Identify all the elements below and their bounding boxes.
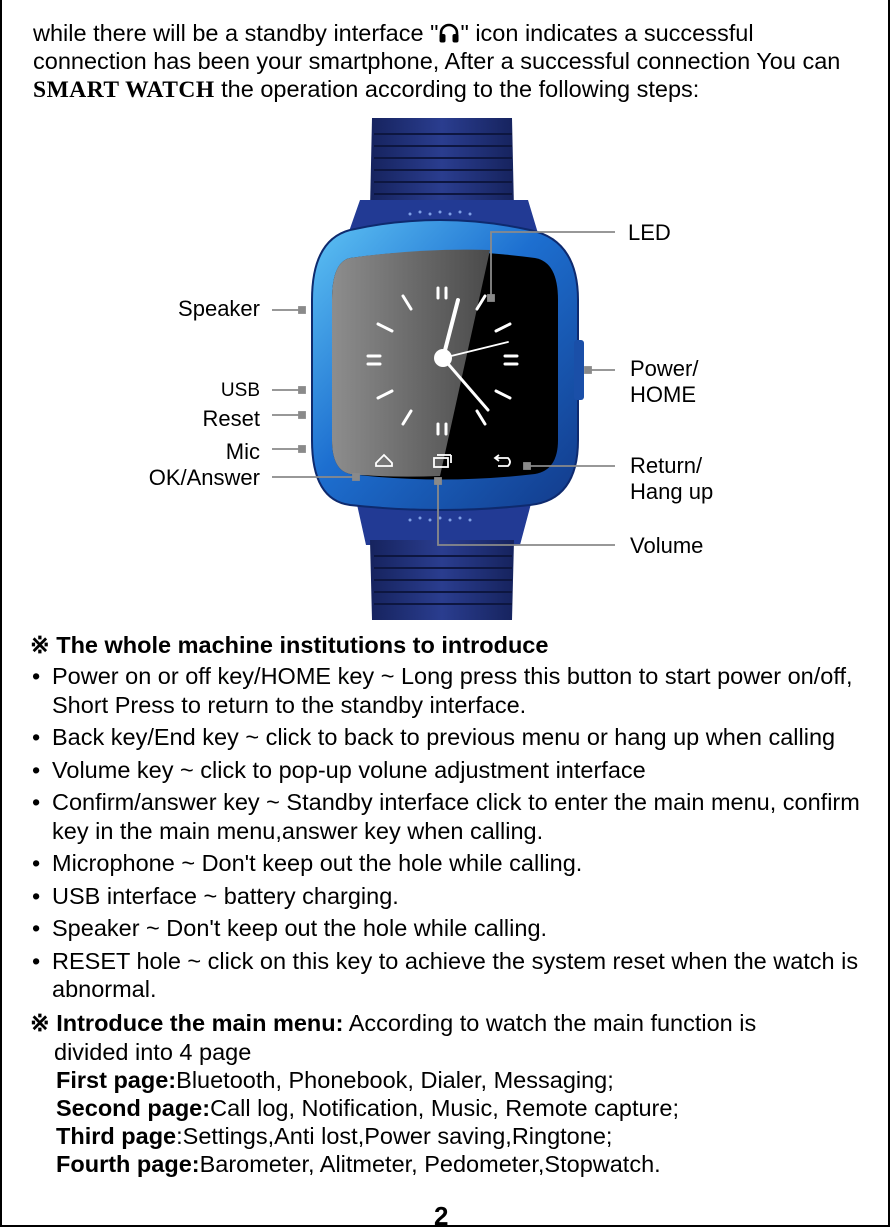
callout-power-line1: Power/	[630, 356, 699, 381]
feature-list	[30, 662, 875, 1004]
list-item-text: Back key/End key ~ click to back to previous menu or hang up when calling	[52, 724, 836, 750]
bullet-symbol: •	[32, 724, 41, 750]
callout-power-home	[630, 356, 698, 408]
watch-diagram	[0, 110, 890, 630]
main-menu-section	[30, 1008, 875, 1178]
bullet-symbol: •	[32, 915, 41, 941]
callout-usb: USB	[220, 380, 260, 401]
page-label: Third page	[56, 1122, 177, 1149]
callout-reset: Reset	[202, 406, 260, 431]
list-item	[30, 947, 875, 1004]
bullet-symbol: •	[32, 882, 41, 909]
bullet-symbol: •	[32, 850, 41, 876]
main-menu-lead: According to watch the main function is	[343, 1009, 757, 1036]
brand-name: SMART WATCH	[33, 77, 215, 103]
list-item	[30, 723, 875, 752]
list-item-text: Confirm/answer key ~ Standby interface click to enter the main menu, confirm key in the main menu,answer key when calling.	[52, 789, 860, 844]
callout-mic: Mic	[225, 439, 260, 464]
callout-led: LED	[628, 220, 671, 245]
page-label: Second page:	[56, 1094, 211, 1121]
main-menu-sub: divided into 4 page	[54, 1038, 252, 1065]
list-item	[30, 662, 875, 719]
list-item	[30, 882, 875, 911]
page-label: First page:	[56, 1066, 177, 1093]
list-item-text: Volume key ~ click to pop-up volune adjustment interface	[52, 756, 646, 783]
bullet-symbol: •	[32, 789, 41, 815]
list-item-text: Microphone ~ Don't keep out the hole while calling.	[52, 850, 583, 876]
intro-text-end: the operation according to the following steps:	[214, 76, 700, 102]
page-item	[56, 1150, 875, 1178]
list-item	[30, 914, 875, 943]
page-list	[30, 1066, 875, 1178]
page-item	[56, 1122, 875, 1150]
callout-return-line2: Hang up	[630, 479, 714, 504]
page-items: Bluetooth, Phonebook, Dialer, Messaging;	[176, 1066, 614, 1093]
page-item	[56, 1094, 875, 1122]
callout-return-line1: Return/	[630, 453, 703, 478]
watch-screen	[332, 250, 558, 480]
intro-paragraph	[33, 19, 873, 104]
intro-text-start: while there will be a standby interface "	[33, 20, 439, 46]
list-item-text: Speaker ~ Don't keep out the hole while calling.	[52, 915, 548, 941]
introduction-section	[30, 630, 875, 1178]
callout-ok-answer: OK/Answer	[148, 465, 260, 490]
page-items: Call log, Notification, Music, Remote capture;	[210, 1094, 679, 1121]
callout-speaker: Speaker	[178, 296, 260, 321]
intro-text-middle: " icon indicates a successful connection has been your smartphone, After a successful connection You can	[33, 20, 841, 74]
callout-volume: Volume	[630, 533, 704, 558]
callout-power-line2: HOME	[630, 382, 696, 407]
watch-illustration	[0, 110, 890, 630]
page-items: Barometer, Alitmeter, Pedometer,Stopwatch.	[199, 1150, 661, 1177]
list-item-text: Power on or off key/HOME key ~ Long press this button to start power on/off, Short Press to return to the standby interface.	[52, 663, 853, 718]
list-item	[30, 756, 875, 785]
list-item-text: USB interface ~ battery charging.	[52, 882, 399, 909]
main-menu-heading: ※ Introduce the main menu:	[30, 1009, 344, 1036]
bottom-band	[356, 500, 532, 620]
power-home-button[interactable]	[574, 340, 584, 400]
list-item	[30, 788, 875, 845]
headphone-icon	[438, 23, 460, 43]
page-label: Fourth page:	[56, 1150, 200, 1177]
page-item	[56, 1066, 875, 1094]
callout-return	[630, 453, 713, 505]
bullet-symbol: •	[32, 756, 41, 783]
list-item	[30, 849, 875, 878]
list-item-text: RESET hole ~ click on this key to achieve the system reset when the watch is abnormal.	[52, 947, 859, 1002]
page-items: :Settings,Anti lost,Power saving,Ringtone;	[176, 1122, 613, 1149]
section-heading: ※ The whole machine institutions to introduce	[30, 632, 549, 658]
bullet-symbol: •	[32, 663, 41, 689]
bullet-symbol: •	[32, 947, 41, 974]
page-number: 2	[434, 1201, 449, 1231]
